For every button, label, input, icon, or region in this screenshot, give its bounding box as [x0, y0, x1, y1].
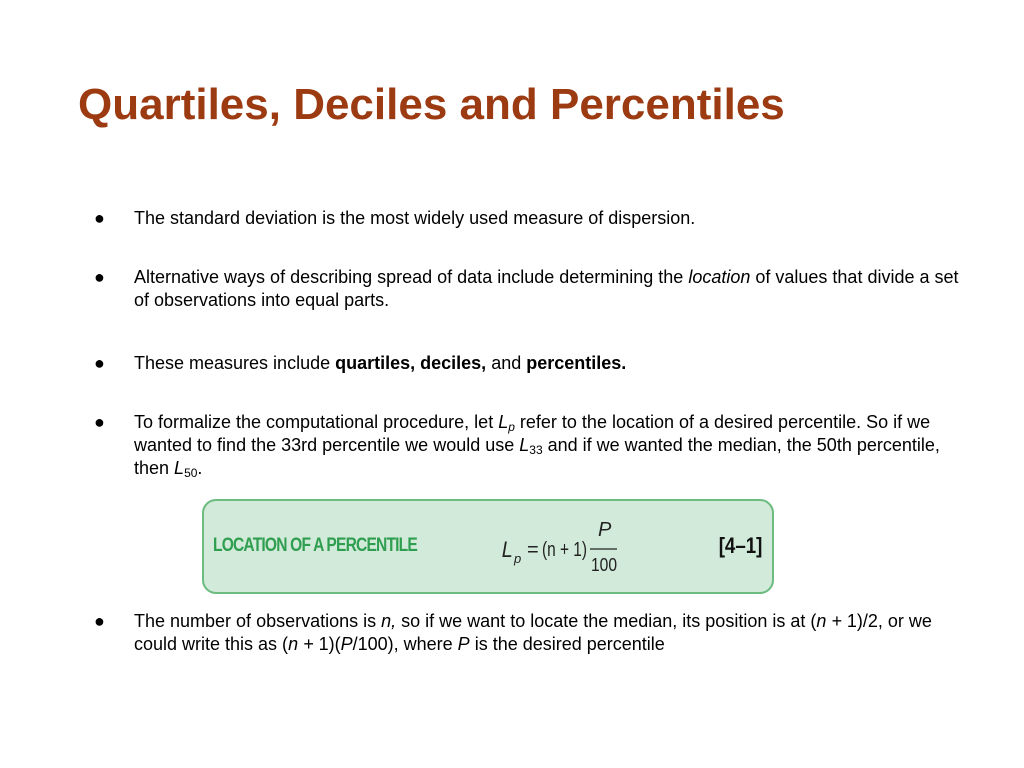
math-variable: n [288, 634, 299, 654]
bullet-text: refer to the location of a desired percentile. So if we wanted to find the 33rd percentile we would use [134, 412, 931, 455]
bullet-text: /100), where [352, 634, 458, 654]
bullet-item [94, 411, 974, 480]
formula-label: LOCATION OF A PERCENTILE [213, 535, 417, 556]
formula-lhs-var: L [501, 538, 513, 563]
bullet-dot-icon: ● [94, 353, 105, 373]
bullet-text: of values that divide a set of observations into equal parts. [134, 267, 959, 310]
math-variable: n, [381, 611, 397, 631]
equation-number: [4–1] [718, 533, 762, 558]
bullet-text: is the desired percentile [469, 634, 665, 654]
bullet-item [94, 207, 974, 230]
bullet-text: The number of observations is [134, 611, 382, 631]
bullet-item [94, 352, 974, 375]
math-variable: L [498, 412, 509, 432]
bullet-dot-icon: ● [94, 267, 105, 287]
bullet-item [94, 266, 974, 312]
bullet-text: These measures include [134, 353, 336, 373]
formula-lhs-sub: p [514, 551, 522, 566]
bullet-text: The standard deviation is the most widely used measure of dispersion. [134, 208, 696, 228]
bullet-text: To formalize the computational procedure, let [134, 412, 499, 432]
math-variable: P [457, 634, 470, 654]
bullet-text: Alternative ways of describing spread of data include determining the [134, 267, 689, 287]
bullet-item [94, 610, 974, 656]
math-variable: L [519, 435, 530, 455]
percentile-location-formula [499, 511, 629, 583]
math-subscript: 50 [184, 466, 198, 480]
formula-denominator: 100 [591, 555, 617, 575]
math-operator: + [298, 634, 314, 654]
bold-term: quartiles, deciles, [335, 353, 487, 373]
math-variable: P [340, 634, 353, 654]
math-subscript: p [508, 420, 515, 434]
italic-term: location [688, 267, 751, 287]
formula-numerator: P [598, 519, 612, 541]
bullet-dot-icon: ● [94, 611, 105, 631]
bullet-dot-icon: ● [94, 208, 105, 228]
formula-factor: (n + 1) [542, 539, 587, 561]
math-variable: n [816, 611, 827, 631]
slide-title: Quartiles, Deciles and Percentiles [78, 80, 785, 129]
bullet-text: and [486, 353, 527, 373]
formula-equals: = [527, 539, 539, 561]
bullet-dot-icon: ● [94, 412, 105, 432]
math-subscript: 33 [529, 443, 543, 457]
bullet-text: 1)/2, or we could write this as ( [134, 611, 932, 654]
math-variable: L [174, 458, 185, 478]
bullet-text: so if we want to locate the median, its position is at ( [396, 611, 817, 631]
bullet-text: 1)( [313, 634, 341, 654]
bullet-text: . [197, 458, 203, 478]
math-operator: + [826, 611, 842, 631]
bullet-text: and if we wanted the median, the 50th percentile, then [134, 435, 940, 478]
bold-term: percentiles. [526, 353, 627, 373]
formula-box [202, 499, 774, 594]
